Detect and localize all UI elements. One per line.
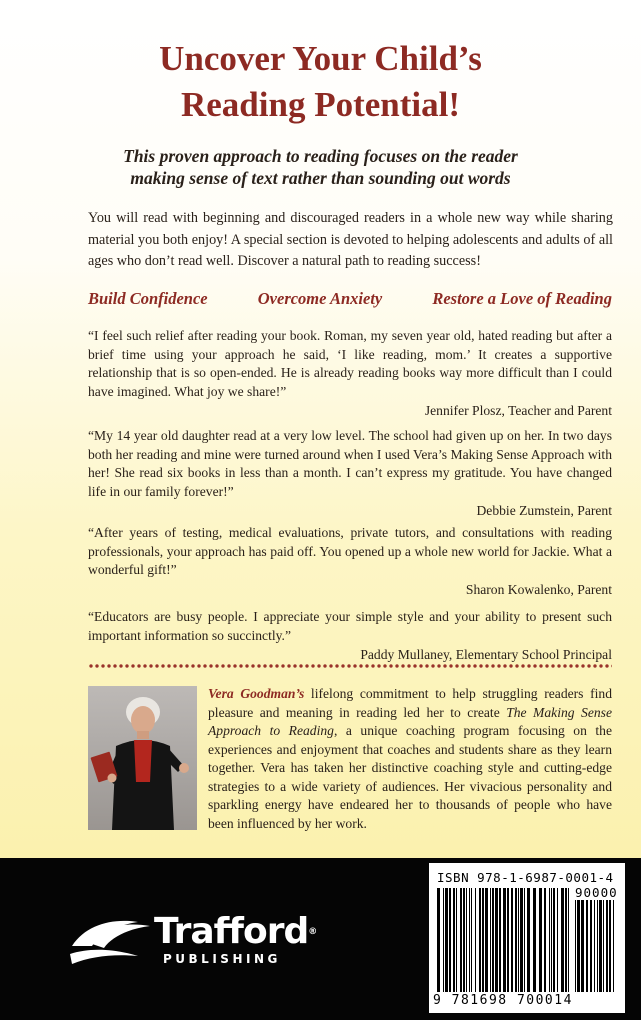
barcode-bar bbox=[524, 888, 525, 992]
barcode-bar bbox=[599, 900, 602, 992]
barcode-bar bbox=[557, 888, 558, 992]
benefit-build-confidence: Build Confidence bbox=[88, 289, 208, 308]
book-title: The Making Sense Approach to Reading bbox=[208, 704, 612, 738]
barcode-bar bbox=[456, 888, 457, 992]
barcode-bar bbox=[453, 888, 455, 992]
barcode-bar bbox=[553, 888, 555, 992]
author-bio-part-1: lifelong commitment to help struggling readers find pleasure and meaning in reading led her to create bbox=[208, 686, 613, 720]
barcode-bar bbox=[503, 888, 506, 992]
barcode-bar bbox=[606, 900, 608, 992]
barcode-bar bbox=[499, 888, 501, 992]
barcode-bar bbox=[443, 888, 444, 992]
barcode-bar bbox=[520, 888, 523, 992]
barcode-bar bbox=[533, 888, 536, 992]
author-photo bbox=[88, 686, 197, 830]
testimonial-text: “I feel such relief after reading your book. Roman, my seven year old, hated reading but after a brief time using your approach he said, ‘I like reading, mom.’ It creates a supportive relationship that is so open-ended. He is already reading books way more difficult than I could have imagined. What joy we share!” bbox=[88, 328, 612, 399]
title-line-2: Reading Potential! bbox=[180, 85, 460, 124]
barcode-bar bbox=[479, 888, 481, 992]
wave-swoosh-icon bbox=[68, 912, 158, 972]
barcode-bar bbox=[568, 888, 569, 992]
dotted-divider bbox=[88, 663, 612, 669]
author-portrait-icon bbox=[88, 686, 197, 830]
barcode-bar bbox=[482, 888, 484, 992]
author-bio-part-2: , a unique coaching program focusing on the experiences and enjoyment that coaches and students share as they learn together. Vera has taken her distinctive coaching style and cutting-edge strategies to a wide variety of audiences. Her vivacious personality and sparkling energy have endeared her to thousands of people who have been influenced by her work. bbox=[208, 723, 613, 831]
barcode-bar bbox=[495, 888, 498, 992]
barcode-bar bbox=[490, 888, 491, 992]
testimonial-text: “Educators are busy people. I appreciate your simple style and your ability to present such important information so succinctly.” bbox=[88, 609, 612, 643]
barcode-bar bbox=[492, 888, 494, 992]
registered-mark: ® bbox=[308, 927, 318, 937]
publisher-logo bbox=[68, 912, 328, 972]
barcode-bar bbox=[539, 888, 542, 992]
barcode-bar bbox=[475, 888, 476, 992]
barcode-bar bbox=[515, 888, 517, 992]
testimonial bbox=[88, 524, 612, 599]
barcode-bar bbox=[561, 888, 564, 992]
barcode-bar bbox=[613, 900, 614, 992]
barcode-bar bbox=[449, 888, 451, 992]
barcode-bar bbox=[544, 888, 546, 992]
barcode-bar bbox=[527, 888, 530, 992]
barcode-bar bbox=[597, 900, 598, 992]
tagline-line-2: making sense of text rather than sounding out words bbox=[130, 168, 511, 188]
testimonial bbox=[88, 427, 612, 521]
barcode-bar bbox=[437, 888, 440, 992]
barcode-bar bbox=[551, 888, 552, 992]
tagline bbox=[60, 145, 581, 189]
intro-paragraph: You will read with beginning and discouraged readers in a whole new way while sharing material you both enjoy! A special section is devoted to helping adolescents and adults of all ages who don’t read well. Discover a natural path to reading success! bbox=[88, 210, 613, 269]
barcode-bar bbox=[445, 888, 448, 992]
benefit-overcome-anxiety: Overcome Anxiety bbox=[257, 289, 383, 308]
barcode-bars bbox=[437, 888, 571, 992]
cover-title bbox=[0, 36, 641, 128]
publisher-name: Trafford® bbox=[154, 911, 318, 952]
testimonial-attribution: Paddy Mullaney, Elementary School Principal bbox=[360, 647, 612, 662]
barcode-bar bbox=[575, 900, 576, 992]
author-name: Vera Goodman’s bbox=[208, 686, 305, 701]
barcode-bar bbox=[507, 888, 509, 992]
isbn-text: ISBN 978-1-6987-0001-4 bbox=[437, 870, 614, 885]
barcode-box bbox=[429, 863, 625, 1013]
testimonial-text: “After years of testing, medical evaluations, private tutors, and consultations with reading professionals, your approach has paid off. You opened up a whole new world for Jackie. What a wonderful gift!” bbox=[88, 525, 612, 577]
barcode-bar bbox=[577, 900, 580, 992]
benefits-row bbox=[88, 289, 612, 309]
barcode-bar bbox=[511, 888, 513, 992]
benefit-restore-love: Restore a Love of Reading bbox=[432, 289, 612, 308]
ean-number: 9 781698 700014 bbox=[433, 993, 573, 1008]
back-cover-footer bbox=[0, 858, 641, 1020]
barcode-bar bbox=[594, 900, 595, 992]
barcode-addon-bars bbox=[575, 900, 619, 992]
testimonial bbox=[88, 327, 612, 421]
barcode-bar bbox=[586, 900, 588, 992]
author-bio bbox=[208, 685, 612, 833]
price-code: 90000 bbox=[575, 885, 618, 900]
barcode-bar bbox=[518, 888, 519, 992]
barcode-bar bbox=[581, 900, 584, 992]
barcode-bar bbox=[603, 900, 604, 992]
publisher-subline: PUBLISHING bbox=[163, 952, 281, 966]
barcode-bar bbox=[463, 888, 465, 992]
barcode-bar bbox=[485, 888, 488, 992]
barcode-bar bbox=[549, 888, 550, 992]
barcode-bar bbox=[469, 888, 470, 992]
tagline-line-1: This proven approach to reading focuses on the reader bbox=[123, 146, 518, 166]
barcode-bar bbox=[609, 900, 611, 992]
testimonial-attribution: Debbie Zumstein, Parent bbox=[476, 503, 612, 518]
testimonial-text: “My 14 year old daughter read at a very low level. The school had given up on her. In two days both her reading and mine were turned around when I used Vera’s Making Sense Approach with her! She read six books in less than a month. I can’t express my gratitude. You have changed life in our family forever!” bbox=[88, 428, 612, 499]
barcode-bar bbox=[471, 888, 472, 992]
testimonial bbox=[88, 608, 612, 665]
testimonial-attribution: Jennifer Plosz, Teacher and Parent bbox=[424, 403, 612, 418]
barcode-bar bbox=[466, 888, 467, 992]
barcode-bar bbox=[565, 888, 567, 992]
barcode-bar bbox=[590, 900, 592, 992]
barcode-bar bbox=[460, 888, 462, 992]
title-line-1: Uncover Your Child’s bbox=[159, 39, 482, 78]
testimonial-attribution: Sharon Kowalenko, Parent bbox=[465, 581, 612, 597]
